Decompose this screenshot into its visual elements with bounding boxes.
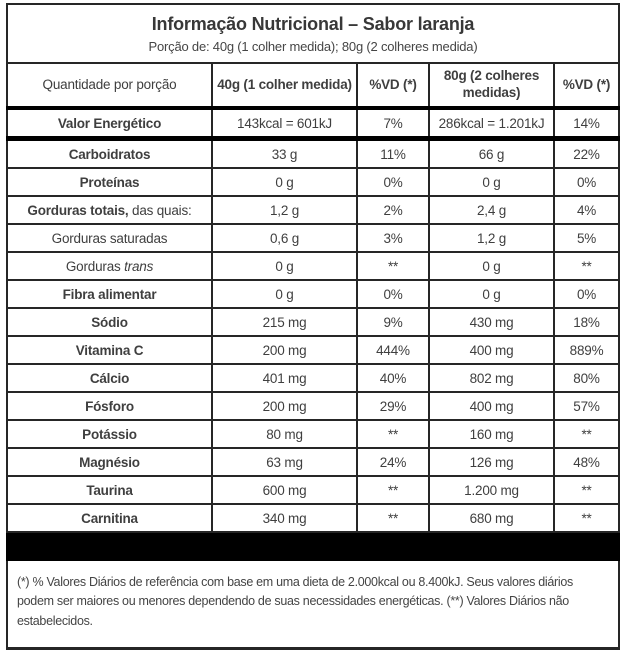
nutrient-row xyxy=(7,280,619,308)
value-80g: 400 mg xyxy=(429,336,554,364)
nutrient-name xyxy=(7,308,212,336)
nutrient-name-bold: Taurina xyxy=(86,482,133,498)
vd-80g: ** xyxy=(554,420,619,448)
nutrient-name xyxy=(7,420,212,448)
nutrient-name xyxy=(7,504,212,532)
serving-info: Porção de: 40g (1 colher medida); 80g (2 colheres medida) xyxy=(148,38,478,54)
separator-bar xyxy=(7,532,619,560)
value-80g: 126 mg xyxy=(429,448,554,476)
header-vd-80g: %VD (*) xyxy=(554,63,619,108)
vd-80g: 80% xyxy=(554,364,619,392)
vd-80g: 48% xyxy=(554,448,619,476)
nutrient-name-bold: Vitamina C xyxy=(75,342,144,358)
nutrient-name-bold: Sódio xyxy=(91,314,128,330)
value-80g: 0 g xyxy=(429,280,554,308)
vd-80g: 57% xyxy=(554,392,619,420)
vd-80g: 4% xyxy=(554,196,619,224)
nutrient-row xyxy=(7,336,619,364)
value-40g: 0 g xyxy=(212,252,357,280)
value-80g: 400 mg xyxy=(429,392,554,420)
vd-80g: 18% xyxy=(554,308,619,336)
nutrient-name-bold: Gorduras totais, xyxy=(27,202,129,218)
nutrient-name-bold: Fibra alimentar xyxy=(62,286,157,302)
nutrient-name-bold: Cálcio xyxy=(89,370,130,386)
value-80g: 1.200 mg xyxy=(429,476,554,504)
nutrient-row xyxy=(7,108,619,139)
value-40g: 0 g xyxy=(212,280,357,308)
nutrient-name xyxy=(7,224,212,252)
value-80g: 0 g xyxy=(429,168,554,196)
value-40g: 80 mg xyxy=(212,420,357,448)
nutrient-rows xyxy=(7,108,619,532)
nutrient-name-bold: Potássio xyxy=(82,426,137,442)
vd-80g: 22% xyxy=(554,139,619,169)
vd-40g: ** xyxy=(357,252,429,280)
nutrient-row xyxy=(7,224,619,252)
vd-80g: 0% xyxy=(554,280,619,308)
nutrient-name xyxy=(7,448,212,476)
value-40g: 200 mg xyxy=(212,336,357,364)
nutrient-name-bold: Proteínas xyxy=(79,174,140,190)
vd-80g: ** xyxy=(554,476,619,504)
header-quantity: Quantidade por porção xyxy=(7,63,212,108)
nutrient-row xyxy=(7,392,619,420)
footnote-row xyxy=(7,560,619,649)
value-40g: 0 g xyxy=(212,168,357,196)
nutrient-name-italic: trans xyxy=(124,258,154,274)
vd-80g: 0% xyxy=(554,168,619,196)
nutrient-name xyxy=(7,476,212,504)
value-40g: 143kcal = 601kJ xyxy=(212,108,357,139)
nutrient-row xyxy=(7,168,619,196)
nutrient-name-plain: das quais: xyxy=(128,202,192,218)
header-vd-40g: %VD (*) xyxy=(357,63,429,108)
value-80g: 160 mg xyxy=(429,420,554,448)
value-80g: 802 mg xyxy=(429,364,554,392)
value-40g: 63 mg xyxy=(212,448,357,476)
column-header-row xyxy=(7,63,619,108)
nutrient-name xyxy=(7,196,212,224)
nutrient-row xyxy=(7,364,619,392)
vd-40g: ** xyxy=(357,476,429,504)
footnote: (*) % Valores Diários de referência com base em uma dieta de 2.000kcal ou 8.400kJ. Seus valores diários podem ser maiores ou menores dependendo de suas necessidades energéticas. (**) Valores Diários não estabelecidos. xyxy=(7,560,619,649)
nutrient-name xyxy=(7,252,212,280)
vd-80g: 889% xyxy=(554,336,619,364)
nutrient-name-bold: Carnitina xyxy=(81,510,138,526)
nutrient-name-bold: Fósforo xyxy=(85,398,134,414)
nutrient-row xyxy=(7,252,619,280)
value-80g: 66 g xyxy=(429,139,554,169)
nutrient-name-plain: Gorduras saturadas xyxy=(51,230,168,246)
vd-40g: 11% xyxy=(357,139,429,169)
vd-80g: ** xyxy=(554,252,619,280)
nutrient-name xyxy=(7,280,212,308)
vd-40g: ** xyxy=(357,504,429,532)
value-40g: 340 mg xyxy=(212,504,357,532)
value-40g: 200 mg xyxy=(212,392,357,420)
vd-40g: 9% xyxy=(357,308,429,336)
nutrient-row xyxy=(7,196,619,224)
vd-40g: 0% xyxy=(357,168,429,196)
separator-bar-row xyxy=(7,532,619,560)
nutrition-table xyxy=(6,3,620,650)
nutrient-name-bold: Valor Energético xyxy=(57,115,162,131)
vd-40g: 444% xyxy=(357,336,429,364)
vd-40g: 0% xyxy=(357,280,429,308)
value-80g: 430 mg xyxy=(429,308,554,336)
vd-80g: 14% xyxy=(554,108,619,139)
value-40g: 33 g xyxy=(212,139,357,169)
value-80g: 1,2 g xyxy=(429,224,554,252)
nutrient-name-bold: Magnésio xyxy=(79,454,140,470)
page-title: Informação Nutricional – Sabor laranja xyxy=(151,13,475,34)
vd-80g: 5% xyxy=(554,224,619,252)
nutrient-row xyxy=(7,504,619,532)
nutrition-label xyxy=(6,3,620,650)
header-serving-80g: 80g (2 colheres medidas) xyxy=(429,63,554,108)
nutrient-row xyxy=(7,476,619,504)
value-80g: 286kcal = 1.201kJ xyxy=(429,108,554,139)
nutrient-name-plain: Gorduras xyxy=(65,258,125,274)
value-40g: 0,6 g xyxy=(212,224,357,252)
vd-40g: 7% xyxy=(357,108,429,139)
value-40g: 215 mg xyxy=(212,308,357,336)
vd-40g: 2% xyxy=(357,196,429,224)
vd-40g: ** xyxy=(357,420,429,448)
vd-40g: 40% xyxy=(357,364,429,392)
nutrient-row xyxy=(7,448,619,476)
nutrient-row xyxy=(7,308,619,336)
value-80g: 680 mg xyxy=(429,504,554,532)
vd-40g: 29% xyxy=(357,392,429,420)
nutrient-row xyxy=(7,139,619,169)
vd-40g: 3% xyxy=(357,224,429,252)
title-row xyxy=(7,4,619,63)
value-40g: 401 mg xyxy=(212,364,357,392)
nutrient-name xyxy=(7,336,212,364)
value-40g: 1,2 g xyxy=(212,196,357,224)
value-80g: 0 g xyxy=(429,252,554,280)
nutrient-name xyxy=(7,364,212,392)
title-cell xyxy=(7,4,619,63)
nutrient-name xyxy=(7,108,212,139)
vd-40g: 24% xyxy=(357,448,429,476)
nutrient-name xyxy=(7,168,212,196)
value-40g: 600 mg xyxy=(212,476,357,504)
vd-80g: ** xyxy=(554,504,619,532)
header-serving-40g: 40g (1 colher medida) xyxy=(212,63,357,108)
value-80g: 2,4 g xyxy=(429,196,554,224)
nutrient-name xyxy=(7,139,212,169)
nutrient-row xyxy=(7,420,619,448)
nutrient-name xyxy=(7,392,212,420)
nutrient-name-bold: Carboidratos xyxy=(68,146,151,162)
